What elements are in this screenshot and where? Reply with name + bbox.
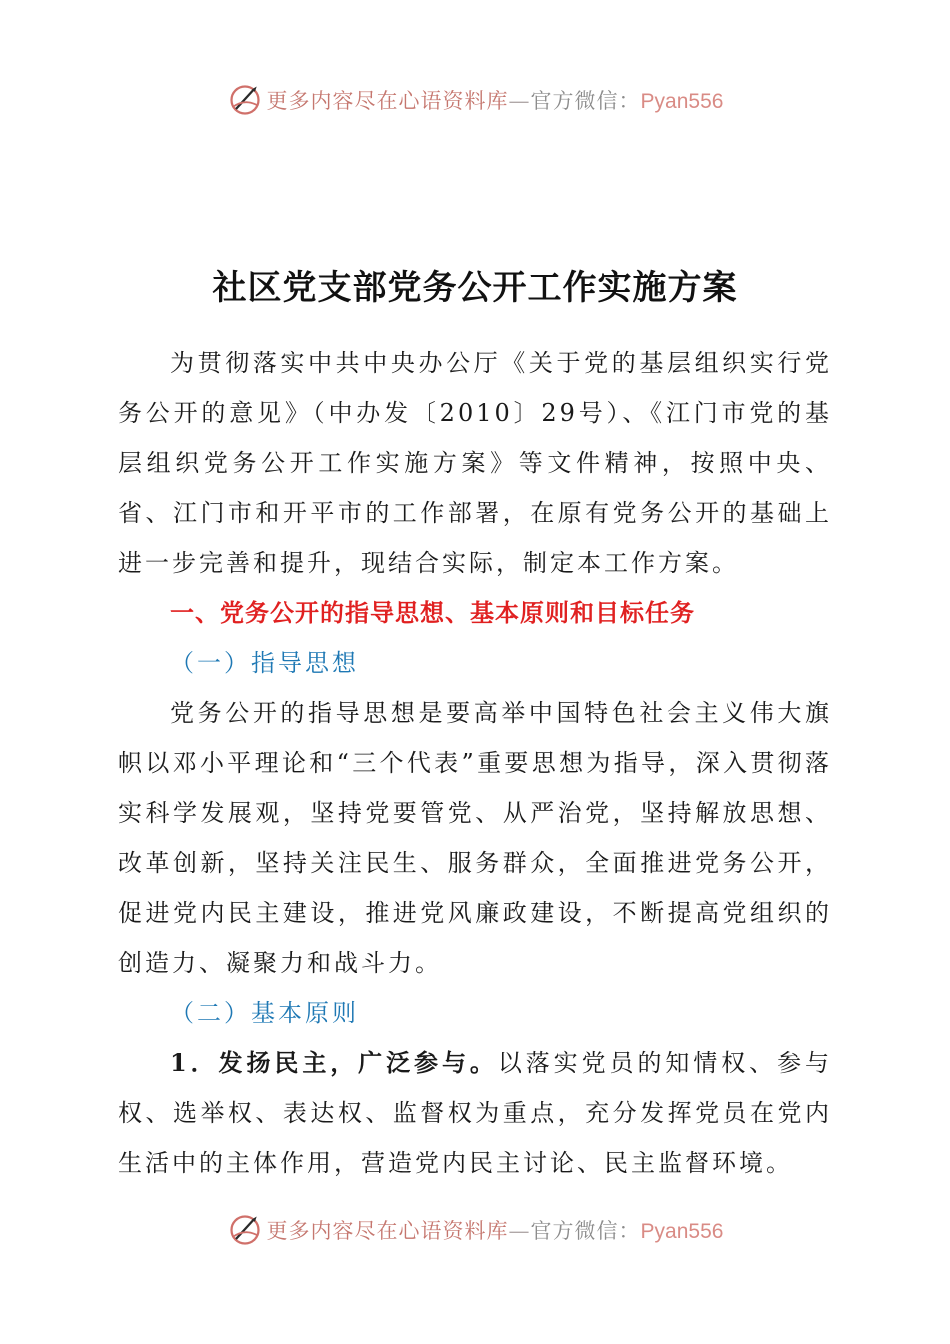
library-logo-icon [227, 1212, 263, 1248]
principle-item-1-text: 以落实党员的知情权、参与权、选举权、表达权、监督权为重点，充分发挥党员在党内生活中的主体作用，营造党内民主讨论、民主监督环境。 [118, 1049, 832, 1177]
watermark-dash: — [508, 1219, 531, 1243]
intro-paragraph: 为贯彻落实中共中央办公厅《关于党的基层组织实行党务公开的意见》（中办发〔2010〕29号）、《江门市党的基层组织党务公开工作实施方案》等文件精神，按照中央、省、江门市和开平市的工作部署，在原有党务公开的基础上进一步完善和提升，现结合实际，制定本工作方案。 [118, 349, 832, 577]
watermark-wechat-id: Pyan556 [640, 90, 724, 113]
library-logo-icon [227, 82, 263, 118]
watermark-wechat-label: 官方微信： [530, 1219, 641, 1243]
principle-item-1 [118, 1038, 832, 1188]
watermark-header [0, 80, 950, 120]
subsection-2-heading: （二）基本原则 [170, 999, 359, 1027]
watermark-wechat-label: 官方微信： [530, 89, 641, 113]
subsection-1-heading: （一）指导思想 [170, 649, 359, 677]
watermark-footer [0, 1210, 950, 1250]
watermark-main: 更多内容尽在心语资料库 [266, 89, 509, 113]
watermark-dash: — [508, 89, 531, 113]
section-1-heading: 一、党务公开的指导思想、基本原则和目标任务 [170, 599, 695, 627]
principle-item-1-lead: 1．发扬民主，广泛参与。 [170, 1048, 498, 1077]
watermark-main: 更多内容尽在心语资料库 [266, 1219, 509, 1243]
watermark-text [267, 85, 724, 115]
guiding-ideology-paragraph: 党务公开的指导思想是要高举中国特色社会主义伟大旗帜以邓小平理论和“三个代表”重要思想为指导，深入贯彻落实科学发展观，坚持党要管党、从严治党，坚持解放思想、改革创新，坚持关注民生、服务群众，全面推进党务公开，促进党内民主建设，推进党风廉政建设，不断提高党组织的创造力、凝聚力和战斗力。 [118, 699, 832, 977]
watermark-wechat-id: Pyan556 [640, 1220, 724, 1243]
watermark-text [267, 1215, 724, 1245]
document-title: 社区党支部党务公开工作实施方案 [212, 268, 738, 308]
